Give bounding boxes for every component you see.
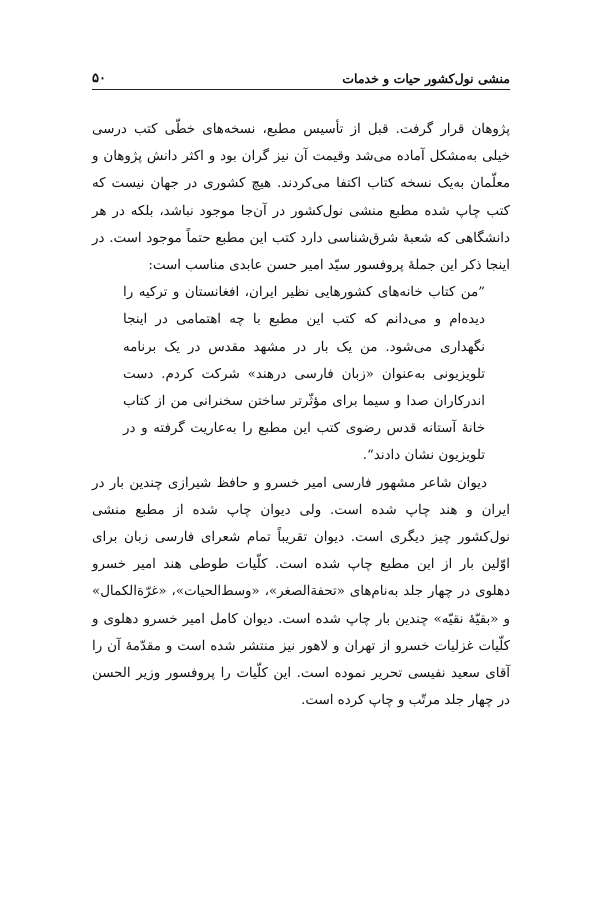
page-number: ۵۰ [92,71,106,86]
paragraph-intro: پژوهان قرار گرفت. قبل از تأسیس مطبع، نسخه‌های خطّی کتب درسی خیلی به‌مشکل آماده می‌شد وقیمت آن نیز گران بود و اکثر دانش پژوهان و معلّمان به‌یک نسخه کتاب اکتفا می‌کردند. هیچ کشوری در جهان نیست که کتب چاپ شده مطبع منشی نول‌کشور در آن‌جا موجود نباشد، بلکه در هر دانشگاهی که شعبهٔ شرق‌شناسی دارد کتب این مطبع حتماً موجود است. در اینجا ذکر این جملهٔ پروفسور سیّد امیر حسن عابدی مناسب است: [92,122,510,274]
paragraph-divan: دیوان شاعر مشهور فارسی امیر خسرو و حافظ شیرازی چندین بار در ایران و هند چاپ شده است. ولی دیوان چاپ شده از مطبع منشی نول‌کشور چیز دیگری است. دیوان تقریباً تمام شعرای فارسی زبان برای اوّلین بار از این مطبع چاپ شده است. کلّیات طوطی هند امیر خسرو دهلوی در چهار جلد به‌نام‌های «تحفة‌الصغر»، «وسط‌الحیات»، «غرّة‌الکمال» و «بقیّهٔ نقیّه» چندین بار چاپ شده است. دیوان کامل امیر خسرو دهلوی و کلّیات غزلیات خسرو از تهران و لاهور نیز منتشر شده است و مقدّمهٔ آن را آقای سعید نفیسی تحریر نموده است. این کلّیات را پروفسور وزیر الحسن در چهار جلد مرتّب و چاپ کرده است. [92,475,511,709]
page-header [92,64,510,86]
header-rule [92,89,510,90]
running-title: منشی نول‌کشور حیات و خدمات [342,71,510,86]
body-text [92,116,510,714]
block-quote: ”من کتاب خانه‌های کشورهایی نظیر ایران، افغانستان و ترکیه را دیده‌ام و می‌دانم که کتب این مطبع با چه اهتمامی در اینجا نگهداری می‌شود. من یک بار در مشهد مقدس در یک برنامه تلویزیونی به‌عنوان «زبان فارسی درهند» شرکت کردم. دست اندرکاران صدا و سیما برای مؤثّرتر ساختن سخنرانی من از کتاب خانهٔ آستانه قدس رضوی کتب این مطبع را به‌عاریت گرفته و در تلویزیون نشان دادند“. [123,285,485,464]
